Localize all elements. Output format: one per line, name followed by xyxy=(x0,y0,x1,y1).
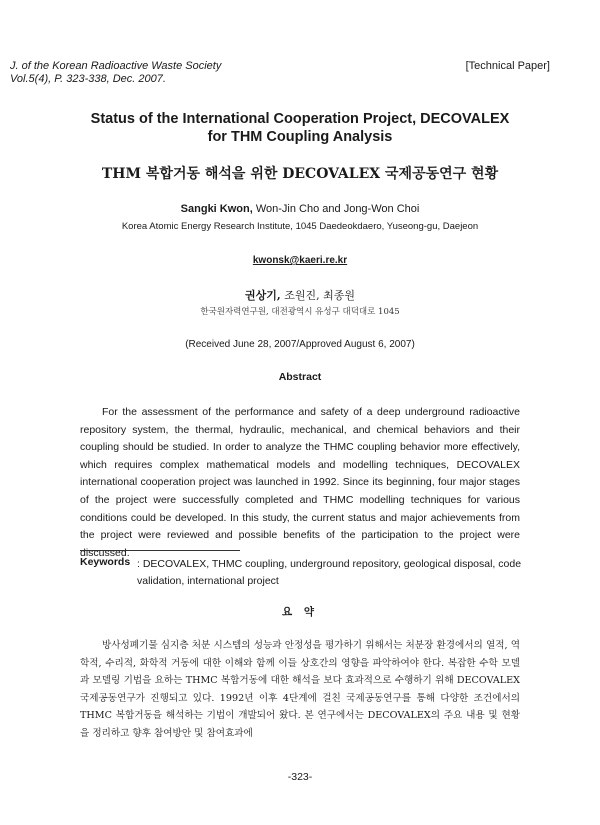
paper-title-line1: Status of the International Cooperation Project, DECOVALEX xyxy=(90,111,510,127)
co-authors: Won-Jin Cho and Jong-Won Choi xyxy=(252,203,420,215)
journal-volume: Vol.5(4), P. 323-338, Dec. 2007. xyxy=(10,73,166,85)
paper-title-line2: for THM Coupling Analysis xyxy=(207,129,393,145)
paper-title xyxy=(0,110,600,146)
korean-co-authors: 조원진, 최종원 xyxy=(280,289,355,302)
keywords-text: : DECOVALEX, THMC coupling, underground repository, geological disposal, code validation, international project xyxy=(137,558,522,587)
journal-name: J. of the Korean Radioactive Waste Society xyxy=(10,60,222,72)
abstract-body xyxy=(80,404,520,562)
keywords-label: Keywords xyxy=(80,556,131,568)
keywords-divider xyxy=(80,550,240,551)
korean-abstract-body xyxy=(80,637,520,742)
email-link[interactable]: kwonsk@kaeri.re.kr xyxy=(252,255,348,266)
affiliation: Korea Atomic Energy Research Institute, 1045 Daedeokdaero, Yuseong-gu, Daejeon xyxy=(121,221,479,232)
korean-affiliation: 한국원자력연구원, 대전광역시 유성구 대덕대로 1045 xyxy=(200,307,400,317)
authors xyxy=(0,203,600,215)
korean-abstract-heading: 요 약 xyxy=(282,606,318,618)
abstract-heading: Abstract xyxy=(278,371,322,383)
korean-authors xyxy=(0,287,600,303)
journal-citation xyxy=(10,60,221,86)
korean-abstract-text: 방사성폐기물 심지층 처분 시스템의 성능과 안정성을 평가하기 위해서는 처분장 환경에서의 열적, 역학적, 수리적, 화학적 거동에 대한 이해와 함께 이들 상호간의 영향을 파악하여야 한다. 복잡한 수학 모델과 모델링 기법을 요하는 THMC 복합거동에 대한 해석을 보다 효과적으로 수행하기 위해 DECOVALEX 국제공동연구가 진행되고 있다. 1992년 이후 4단계에 걸친 국제공동연구를 통해 다양한 조건에서의 THMC 복합거동을 해석하는 기법이 개발되어 왔다. 본 연구에서는 DECOVALEX의 주요 내용 및 현황을 정리하고 향후 참여방안 및 참여효과에 xyxy=(80,640,520,739)
page-number: -323- xyxy=(287,771,313,783)
corresponding-author: Sangki Kwon, xyxy=(180,203,253,215)
korean-corresponding-author: 권상기, xyxy=(245,289,281,302)
received-dates: (Received June 28, 2007/Approved August 6, 2007) xyxy=(185,339,415,350)
korean-title: THM 복합거동 해석을 위한 DECOVALEX 국제공동연구 현황 xyxy=(101,166,499,182)
paper-type: [Technical Paper] xyxy=(465,60,550,72)
abstract-text: For the assessment of the performance and safety of a deep underground radioactive repository system, the thermal, hydraulic, mechanical, and chemical behaviors and their coupling should be studied. In order to analyze the THMC coupling behavior more effectively, which requires complex mathematical models and modelling techniques, DECOVALEX international cooperation project was launched in 1992. Since its beginning, four major stages of the project were successfully completed and THMC modelling techniques for various conditions could be developed. In this study, the current status and major achievements from the project were reviewed and possible benefits of the participation to the project were discussed. xyxy=(80,406,520,559)
